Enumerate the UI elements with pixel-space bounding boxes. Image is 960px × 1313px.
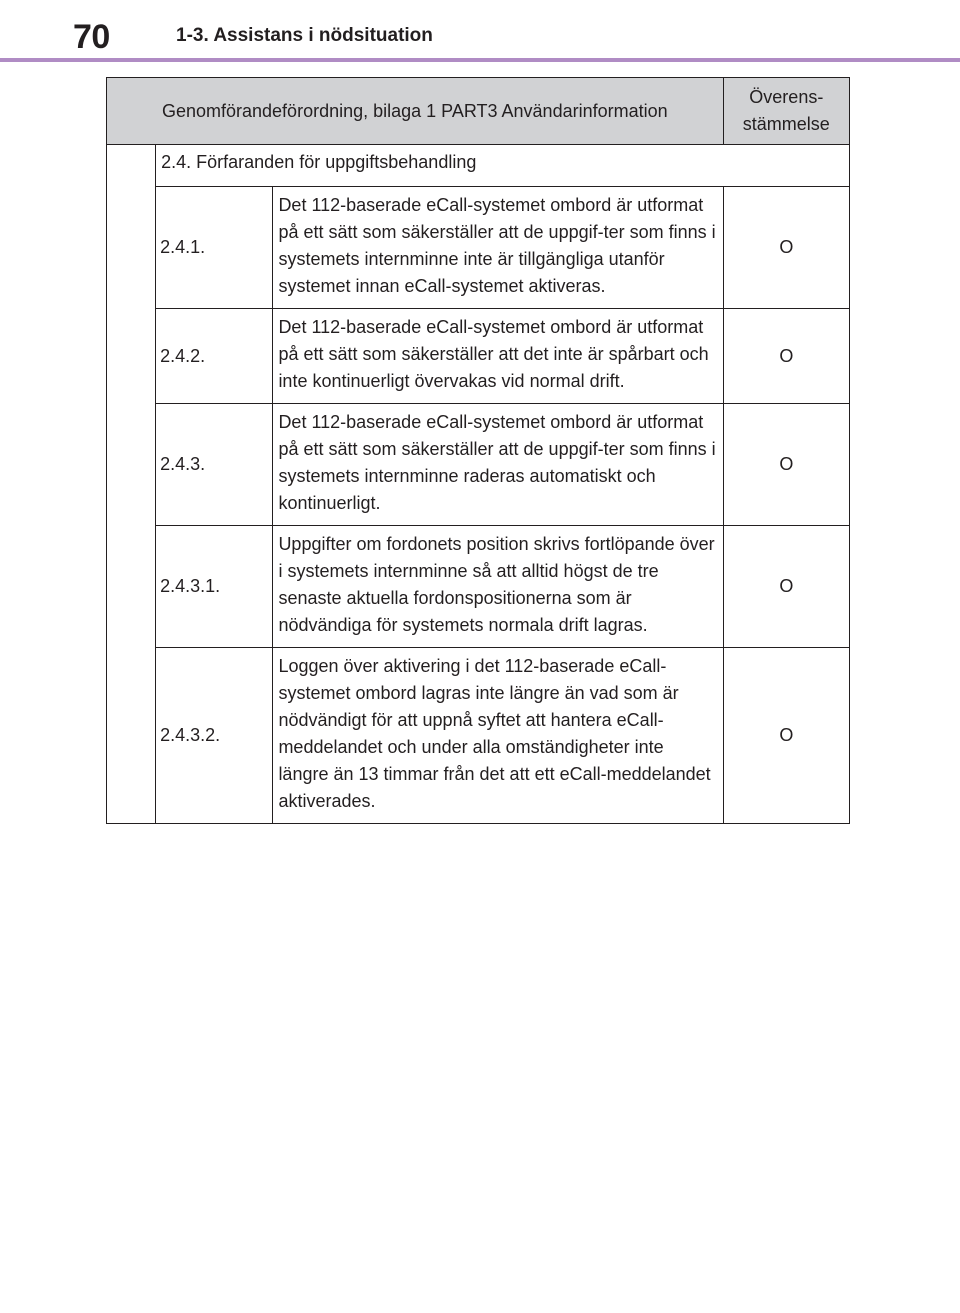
table-row xyxy=(107,526,850,648)
row-conformity: O xyxy=(723,648,849,824)
row-text: Uppgifter om fordonets position skrivs fortlöpande över i systemets internminne så att alltid högst de tre senaste aktuella fordonspositionerna som är nödvändiga för systemets normala drift lagras. xyxy=(273,526,723,648)
row-text: Det 112-baserade eCall-systemet ombord är utformat på ett sätt som säkerställer att det inte är spårbart och inte kontinuerligt övervakas vid normal drift. xyxy=(273,309,723,404)
row-conformity: O xyxy=(723,526,849,648)
row-conformity: O xyxy=(723,404,849,526)
row-conformity: O xyxy=(723,187,849,309)
table-row xyxy=(107,187,850,309)
column-header-conformity-line1: Överens- xyxy=(749,87,824,107)
row-number: 2.4.3.2. xyxy=(156,648,273,824)
header-divider xyxy=(0,58,960,62)
table-row xyxy=(107,404,850,526)
section-title: 1-3. Assistans i nödsituation xyxy=(176,25,433,46)
table-row xyxy=(107,648,850,824)
table-header-row xyxy=(107,78,850,145)
user-information-table xyxy=(106,77,850,824)
table-row xyxy=(107,309,850,404)
row-number: 2.4.2. xyxy=(156,309,273,404)
page-header xyxy=(0,0,960,64)
row-text: Det 112-baserade eCall-systemet ombord är utformat på ett sätt som säkerställer att de uppgif-ter som finns i systemets internminne raderas automatiskt och kontinuerligt. xyxy=(273,404,723,526)
page-number: 70 xyxy=(73,18,110,56)
table-subheading-row xyxy=(107,145,850,187)
row-text: Det 112-baserade eCall-systemet ombord är utformat på ett sätt som säkerställer att de uppgif-ter som finns i systemets internminne inte är tillgängliga utanför systemet innan eCall-systemet aktiveras. xyxy=(273,187,723,309)
table-subheading: 2.4. Förfaranden för uppgiftsbehandling xyxy=(156,145,850,187)
column-header-conformity-line2: stämmelse xyxy=(742,114,830,134)
column-header-info: Genomförandeförordning, bilaga 1 PART3 Användarinformation xyxy=(107,78,724,145)
column-header-conformity xyxy=(723,78,849,145)
row-number: 2.4.1. xyxy=(156,187,273,309)
row-number: 2.4.3. xyxy=(156,404,273,526)
row-text: Loggen över aktivering i det 112-baserade eCall-systemet ombord lagras inte längre än vad som är nödvändigt för att uppnå syftet att hantera eCall-meddelandet och under alla omständigheter inte längre än 13 timmar från det att ett eCall-meddelandet aktiverades. xyxy=(273,648,723,824)
row-number: 2.4.3.1. xyxy=(156,526,273,648)
indent-column-cell xyxy=(107,145,156,824)
row-conformity: O xyxy=(723,309,849,404)
